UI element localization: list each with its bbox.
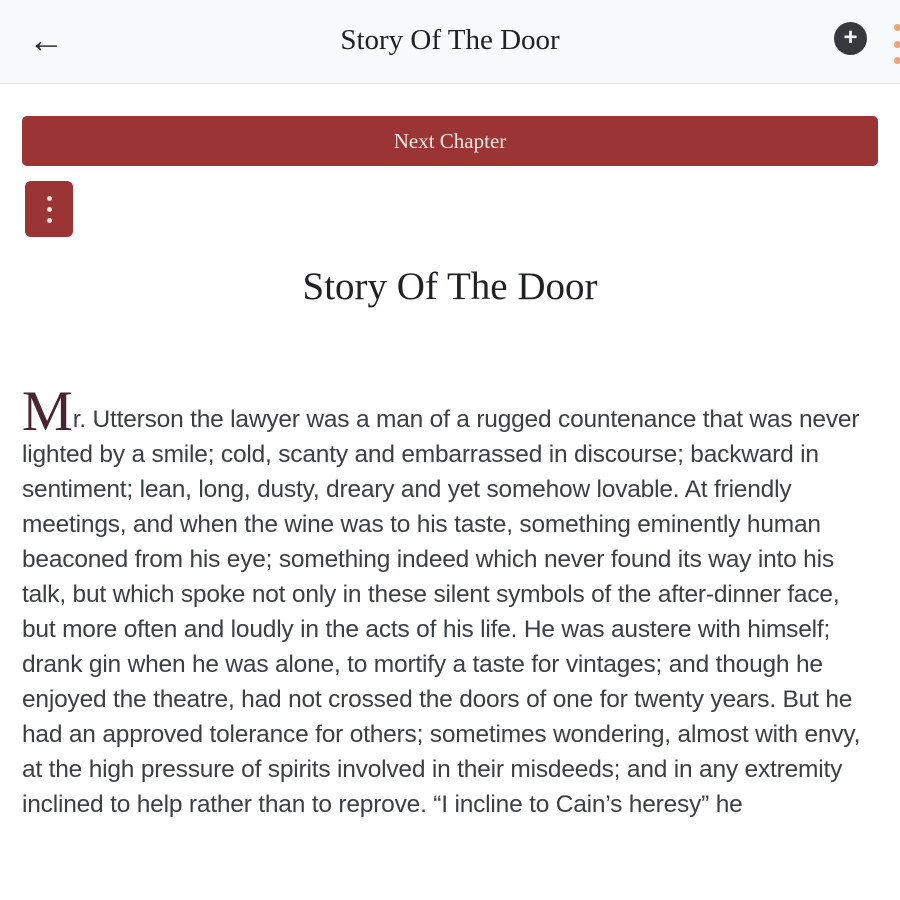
kebab-dot <box>47 218 52 223</box>
kebab-dot <box>894 41 900 48</box>
app-header <box>0 0 900 84</box>
next-chapter-button[interactable]: Next Chapter <box>22 116 878 166</box>
kebab-vertical-icon <box>47 196 52 223</box>
kebab-dot <box>894 24 900 31</box>
header-title: Story Of The Door <box>340 24 560 56</box>
plus-icon: + <box>843 23 858 51</box>
kebab-dot <box>47 196 52 201</box>
paragraph-text: r. Utterson the lawyer was a man of a rugged countenance that was never lighted by a smile; cold, scanty and embarrassed in discourse; backward in sentiment; lean, long, dusty, dreary and yet somehow lovable. At friendly meetings, and when the wine was to his taste, something eminently human beaconed from his eye; something indeed which never found its way into his talk, but which spoke not only in these silent symbols of the after-dinner face, but more often and loudly in the acts of his life. He was austere with himself; drank gin when he was alone, to mortify a taste for vintages; and though he enjoyed the theatre, had not crossed the doors of one for twenty years. But he had an approved tolerance for others; sometimes wondering, almost with envy, at the high pressure of spirits involved in their misdeeds; and in any extremity inclined to help rather than to reprove. “I incline to Cain’s heresy” he <box>22 406 861 818</box>
back-arrow-icon[interactable]: ← <box>18 12 74 68</box>
chapter-paragraph <box>22 380 874 822</box>
drop-cap-letter: M <box>22 380 73 443</box>
chapter-title: Story Of The Door <box>302 265 598 308</box>
overflow-menu-icon[interactable] <box>894 24 900 64</box>
add-button[interactable] <box>834 22 867 55</box>
kebab-dot <box>894 57 900 64</box>
kebab-dot <box>47 207 52 212</box>
chapter-options-button[interactable] <box>25 181 73 237</box>
